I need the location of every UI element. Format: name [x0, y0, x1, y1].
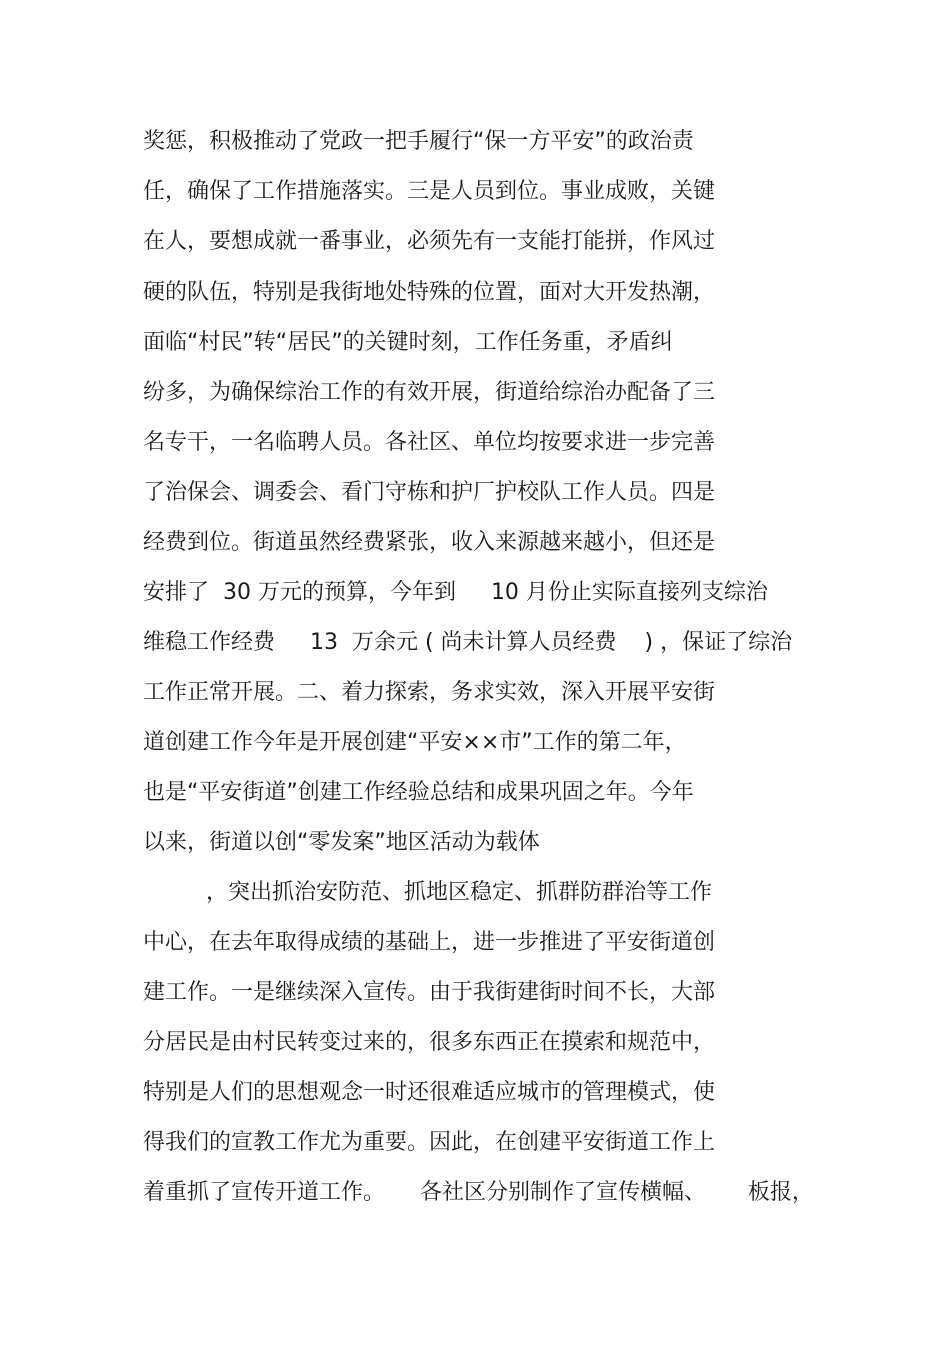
- text-line: 安排了 30 万元的预算，今年到 10 月份止实际直接列支综治: [143, 580, 768, 605]
- text-line: 了治保会、调委会、看门守栋和护厂护校队工作人员。四是: [143, 480, 716, 505]
- text-line: 分居民是由村民转变过来的，很多东西正在摸索和规范中，: [143, 1030, 716, 1055]
- text-line: 奖惩，积极推动了党政一把手履行“保一方平安”的政治责: [143, 129, 694, 154]
- text-line: 特别是人们的思想观念一时还很难适应城市的管理模式，使: [143, 1080, 716, 1105]
- text-line: 维稳工作经费 13 万余元 ( 尚未计算人员经费 ) ，保证了综治: [143, 630, 793, 655]
- text-line: 硬的队伍，特别是我街地处特殊的位置，面对大开发热潮，: [143, 280, 716, 305]
- text-line: 中心，在去年取得成绩的基础上，进一步推进了平安街道创: [143, 930, 716, 955]
- text-line: 任，确保了工作措施落实。三是人员到位。事业成败，关键: [143, 179, 716, 204]
- text-line: 建工作。一是继续深入宣传。由于我街建街时间不长，大部: [143, 980, 716, 1005]
- text-line: 着重抓了宣传开道工作。 各社区分别制作了宣传横幅、 板报，: [143, 1180, 814, 1205]
- text-line: ，突出抓治安防范、抓地区稳定、抓群防群治等工作: [143, 880, 712, 905]
- text-line: 得我们的宣教工作尤为重要。因此，在创建平安街道工作上: [143, 1130, 716, 1155]
- text-line: 在人，要想成就一番事业，必须先有一支能打能拼，作风过: [143, 229, 716, 254]
- text-line: 工作正常开展。二、着力探索，务求实效，深入开展平安街: [143, 680, 716, 705]
- text-line: 面临“村民”转“居民”的关键时刻，工作任务重，矛盾纠: [143, 330, 673, 355]
- text-line: 也是“平安街道”创建工作经验总结和成果巩固之年。今年: [143, 780, 694, 805]
- text-line: 名专干，一名临聘人员。各社区、单位均按要求进一步完善: [143, 430, 716, 455]
- text-line: 经费到位。街道虽然经费紧张，收入来源越来越小，但还是: [143, 530, 716, 555]
- text-line: 纷多，为确保综治工作的有效开展，街道给综治办配备了三: [143, 380, 716, 405]
- text-line: 以来，街道以创“零发案”地区活动为载体: [143, 830, 540, 855]
- text-line: 道创建工作今年是开展创建“平安××市”工作的第二年，: [143, 730, 687, 755]
